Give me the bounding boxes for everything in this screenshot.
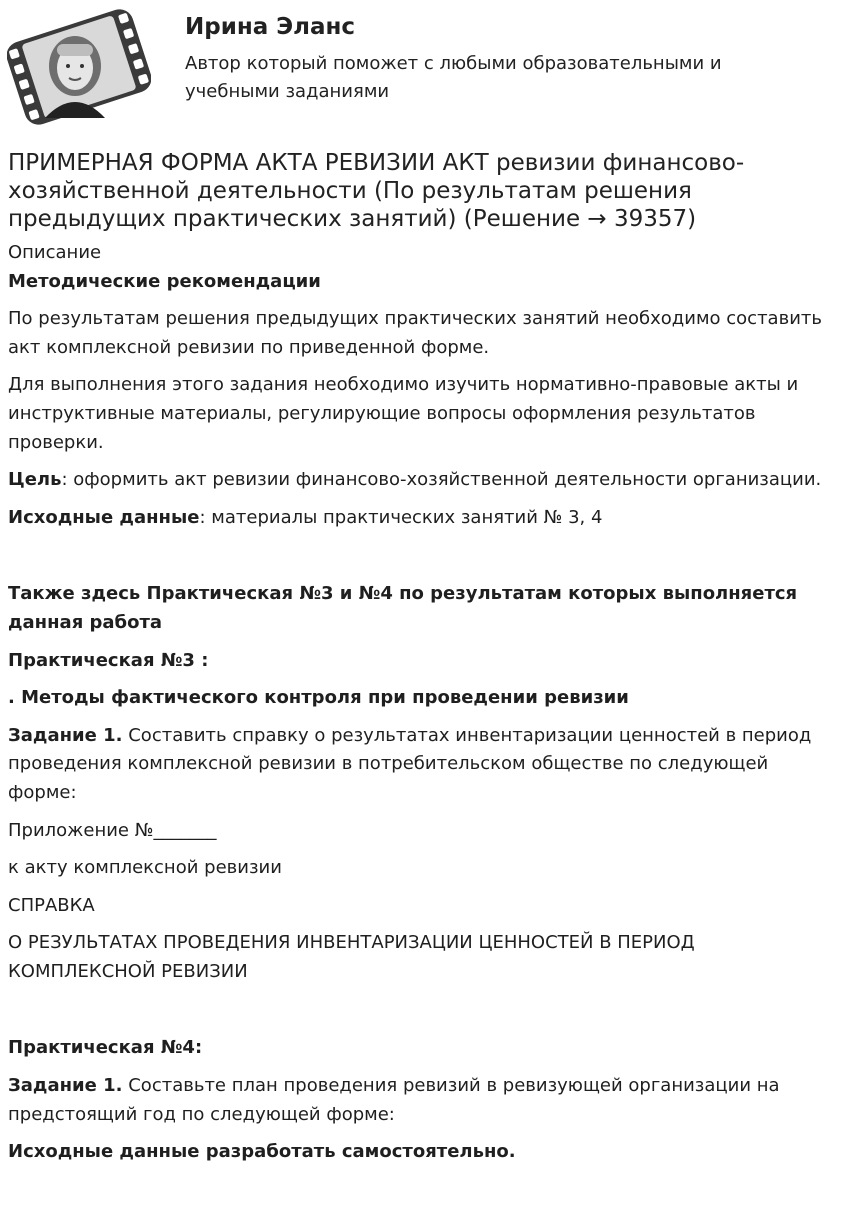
practical-3-task-text: Составить справку о результатах инвентаризации ценностей в период проведения комплексной ревизии в потребительском обществе по следующей форме: [8,724,812,803]
goal-paragraph [8,466,838,495]
practical-4-task [8,1072,838,1129]
goal-text: : оформить акт ревизии финансово-хозяйственной деятельности организации. [61,469,822,491]
certificate-title: О РЕЗУЛЬТАТАХ ПРОВЕДЕНИЯ ИНВЕНТАРИЗАЦИИ ЦЕННОСТЕЙ В ПЕРИОД КОМПЛЕКСНОЙ РЕВИЗИИ [8,932,695,982]
to-act-line: к акту комплексной ревизии [8,857,282,879]
practical-3-task [8,722,838,808]
practical-4-heading: Практическая №4: [8,1037,203,1059]
appendix-line: Приложение №_______ [8,819,217,841]
author-tagline: Автор который поможет с любыми образовательными и учебными заданиями [185,53,722,102]
source-data-text: : материалы практических занятий № 3, 4 [199,506,603,528]
paragraph-1: По результатам решения предыдущих практических занятий необходимо составить акт комплексной ревизии по приведенной форме. [8,308,822,358]
author-header [0,0,847,135]
source-data-paragraph [8,504,838,533]
practical-3-task-label: Задание 1. [8,724,123,746]
document-content [8,149,838,1167]
document-title: ПРИМЕРНАЯ ФОРМА АКТА РЕВИЗИИ АКТ ревизии финансово-хозяйственной деятельности (По результатам решения предыдущих практических занятий) (Решение → 39357) [8,150,745,232]
practical-4-task-label: Задание 1. [8,1075,123,1097]
also-note: Также здесь Практическая №3 и №4 по результатам которых выполняется данная работа [8,583,798,633]
author-photo-film-frame-icon [7,6,151,128]
paragraph-2: Для выполнения этого задания необходимо изучить нормативно-правовые акты и инструктивные материалы, регулирующие вопросы оформления результатов проверки. [8,374,799,453]
practical-3-heading: Практическая №3 : [8,649,209,671]
practical-3-subheading: . Методы фактического контроля при проведении ревизии [8,687,629,709]
source-data-label: Исходные данные [8,506,200,528]
practical-4-task-text: Составьте план проведения ревизий в ревизующей организации на предстоящий год по следующей форме: [8,1075,780,1125]
author-name: Ирина Эланс [185,14,356,40]
certificate-label: СПРАВКА [8,894,95,916]
section-heading: Методические рекомендации [8,270,321,292]
description-label: Описание [8,242,102,263]
practical-4-source-note: Исходные данные разработать самостоятельно. [8,1141,516,1163]
goal-label: Цель [8,469,62,491]
